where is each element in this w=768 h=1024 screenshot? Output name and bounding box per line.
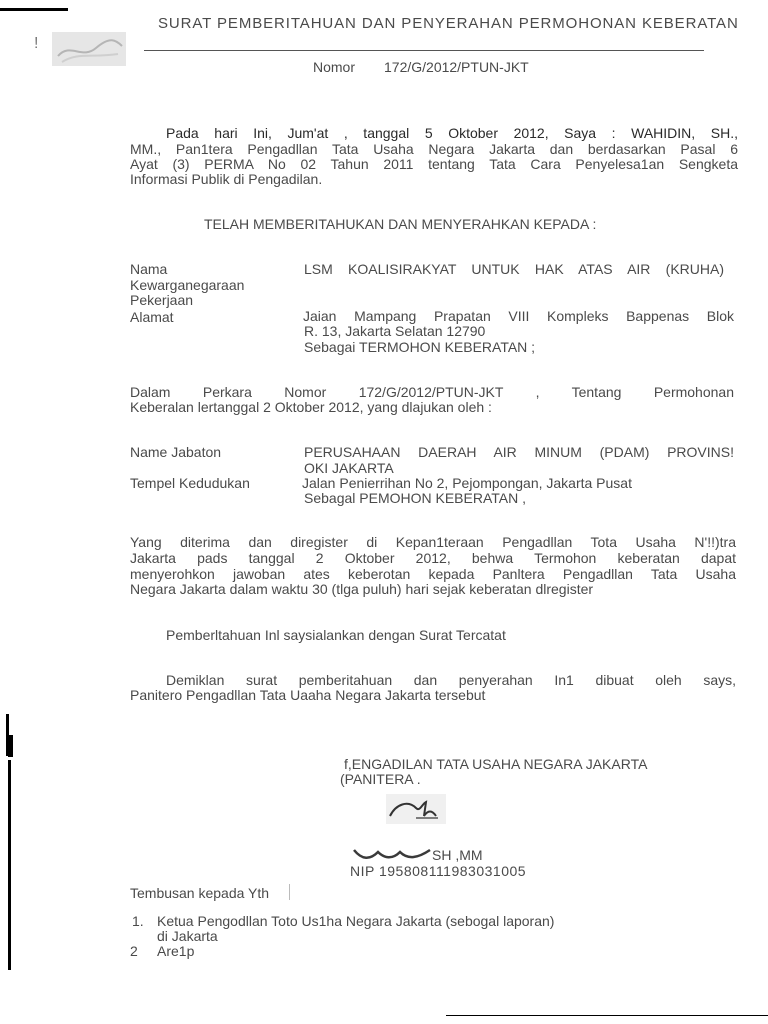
nama-value: LSM KOALISIRAKYAT UNTUK HAK ATAS AIR (KRUHA)	[304, 261, 724, 277]
nama-label: Nama	[130, 261, 168, 277]
opening-line-3: Ayat (3) PERMA No 02 Tahun 2011 tentang Tata Cara Penyelesa1an Sengketa	[130, 156, 738, 172]
alamat-label: Alamat	[130, 309, 174, 325]
cc-item-2-number: 2	[130, 943, 138, 959]
scan-mark-top-left	[0, 8, 68, 11]
scan-mark-small: !	[34, 35, 39, 52]
signature-name-scribble-icon	[352, 846, 432, 862]
kedudukan-value: Jalan Penierrihan No 2, Pejompongan, Jakarta Pusat	[302, 475, 632, 491]
registration-line-1: Yang diterima dan diregister di Kepan1teraan Pengadllan Tota Usaha N'!!)tra	[130, 534, 736, 550]
registration-line-4: Negara Jakarta dalam waktu 30 (tlga puluh) hari sejak keberatan dlregister	[130, 581, 594, 597]
registration-line-3: menyerohkon jawoban ates keberotan kepada Panltera Pengadllan Tata Usaha	[130, 566, 736, 582]
opening-line-2: MM., Pan1tera Pengadllan Tata Usaha Negara Jakarta dan berdasarkan Pasal 6	[130, 141, 738, 157]
cc-item-2-line-1: Are1p	[157, 943, 195, 959]
kedudukan-label: Tempel Kedudukan	[130, 475, 250, 491]
nomor-label: Nomor	[313, 59, 356, 75]
section-heading: TELAH MEMBERITAHUKAN DAN MENYERAHKAN KEPADA :	[204, 216, 597, 232]
cc-item-1-number: 1.	[132, 913, 144, 929]
signatory-nip: NIP 195808111983031005	[350, 863, 527, 879]
applicant-role: Sebagal PEMOHON KEBERATAN ,	[304, 490, 526, 506]
jabatan-line-2: OKI JAKARTA	[304, 460, 394, 476]
pekerjaan-label: Pekerjaan	[130, 292, 194, 308]
case-line-2: Keberalan lertanggal 2 Oktober 2012, yang dlajukan oleh :	[130, 399, 492, 415]
alamat-line-1: Jaian Mampang Prapatan VIII Kompleks Bappenas Blok	[303, 308, 734, 324]
signatory-name: SH ,MM	[432, 847, 483, 863]
notice-line: Pemberltahuan Inl saysialankan dengan Surat Tercatat	[166, 627, 506, 643]
handwritten-signature-icon	[386, 794, 446, 824]
registration-line-2: Jakarta pads tanggal 2 Oktober 2012, behwa Termohon keberatan dapat	[130, 550, 736, 566]
cc-heading-mark	[289, 884, 290, 900]
opening-line-4: Informasi Publik di Pengadilan.	[130, 171, 323, 187]
scan-mark-bottom-rule	[446, 1015, 768, 1016]
closing-line-1: Demiklan surat pemberitahuan dan penyerahan In1 dibuat oleh says,	[166, 672, 736, 688]
signatory-title: (PANITERA .	[340, 771, 421, 787]
cc-heading: Tembusan kepada Yth	[130, 885, 270, 901]
alamat-line-2: R. 13, Jakarta Selatan 12790	[304, 323, 486, 339]
recipient-role: Sebagai TERMOHON KEBERATAN ;	[304, 339, 536, 355]
opening-line-1: Pada hari Ini, Jum'at , tanggal 5 Oktober 2012, Saya : WAHIDIN, SH.,	[166, 125, 738, 141]
court-name: f,ENGADILAN TATA USAHA NEGARA JAKARTA	[344, 756, 648, 772]
jabatan-label: Name Jabaton	[130, 444, 222, 460]
jabatan-line-1: PERUSAHAAN DAERAH AIR MINUM (PDAM) PROVINS!	[304, 444, 734, 460]
case-line-1: Dalam Perkara Nomor 172/G/2012/PTUN-JKT , Tentang Permohonan	[130, 384, 734, 400]
document-title: SURAT PEMBERITAHUAN DAN PENYERAHAN PERMOHONAN KEBERATAN	[158, 15, 739, 32]
scan-mark-left-edge-2	[8, 735, 13, 757]
nomor-value: 172/G/2012/PTUN-JKT	[384, 59, 529, 75]
scan-mark-left-edge-3	[8, 760, 11, 970]
cc-item-1-line-1: Ketua Pengodllan Toto Us1ha Negara Jakarta (sebogal laporan)	[157, 913, 555, 929]
kewarganegaraan-label: Kewarganegaraan	[130, 277, 245, 293]
title-underline	[144, 50, 704, 51]
cc-item-1-line-2: di Jakarta	[157, 928, 218, 944]
logo-smudge-icon	[52, 32, 126, 66]
closing-line-2: Panitero Pengadllan Tata Uaaha Negara Jakarta tersebut	[130, 687, 486, 703]
